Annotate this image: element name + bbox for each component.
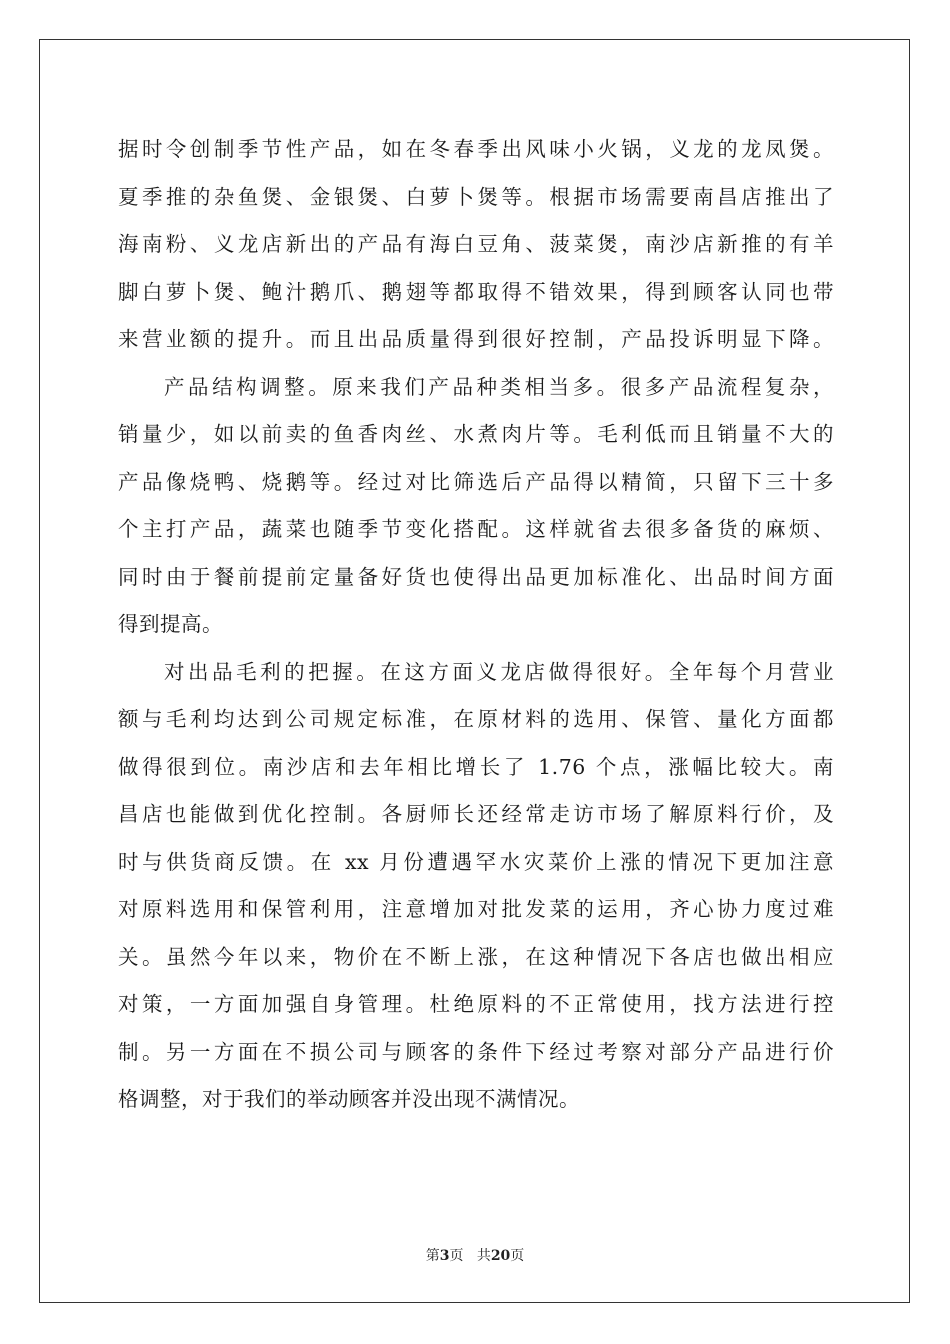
page-suffix: 页	[449, 1248, 464, 1264]
text-line: 脚白萝卜煲、鲍汁鹅爪、鹅翅等都取得不错效果，得到顾客认同也带	[118, 279, 834, 304]
text-line: 额与毛利均达到公司规定标准，在原材料的选用、保管、量化方面都	[118, 707, 834, 731]
text-line: 个主打产品，蔬菜也随季节变化搭配。这样就省去很多备货的麻烦、	[118, 517, 834, 541]
text-line: 做得很到位。南沙店和去年相比增长了 1.76 个点，涨幅比较大。南	[118, 754, 834, 779]
text-line: 来营业额的提升。而且出品质量得到很好控制，产品投诉明显下降。	[118, 327, 834, 351]
total-prefix: 共	[476, 1248, 491, 1264]
text-line: 产品像烧鸭、烧鹅等。经过对比筛选后产品得以精简，只留下三十多	[118, 469, 834, 494]
document-body	[118, 126, 834, 1124]
text-line: 得到提高。	[118, 612, 223, 636]
text-line: 产品结构调整。原来我们产品种类相当多。很多产品流程复杂，	[164, 374, 834, 399]
text-line: 对原料选用和保管利用，注意增加对批发菜的运用，齐心协力度过难	[118, 897, 834, 921]
page-number: 3	[439, 1248, 450, 1264]
text-line: 海南粉、义龙店新出的产品有海白豆角、菠菜煲，南沙店新推的有羊	[118, 232, 834, 256]
text-line: 关。虽然今年以来，物价在不断上涨，在这种情况下各店也做出相应	[118, 944, 834, 969]
text-line: 同时由于餐前提前定量备好货也使得出品更加标准化、出品时间方面	[118, 564, 834, 589]
text-line: 格调整，对于我们的举动顾客并没出现不满情况。	[118, 1087, 580, 1111]
total-suffix: 页	[510, 1248, 525, 1264]
text-line: 时与供货商反馈。在 xx 月份遭遇罕水灾菜价上涨的情况下更加注意	[118, 849, 834, 874]
page-prefix: 第	[425, 1248, 440, 1264]
page-footer	[0, 1245, 950, 1265]
total-pages: 20	[490, 1248, 511, 1264]
text-line: 夏季推的杂鱼煲、金银煲、白萝卜煲等。根据市场需要南昌店推出了	[118, 184, 834, 209]
text-line: 制。另一方面在不损公司与顾客的条件下经过考察对部分产品进行价	[118, 1039, 834, 1064]
text-line: 销量少，如以前卖的鱼香肉丝、水煮肉片等。毛利低而且销量不大的	[118, 422, 834, 446]
text-line: 昌店也能做到优化控制。各厨师长还经常走访市场了解原料行价，及	[118, 802, 834, 826]
text-line: 据时令创制季节性产品，如在冬春季出风味小火锅，义龙的龙凤煲。	[118, 137, 834, 161]
text-line: 对策，一方面加强自身管理。杜绝原料的不正常使用，找方法进行控	[118, 992, 834, 1016]
text-line: 对出品毛利的把握。在这方面义龙店做得很好。全年每个月营业	[164, 659, 834, 684]
